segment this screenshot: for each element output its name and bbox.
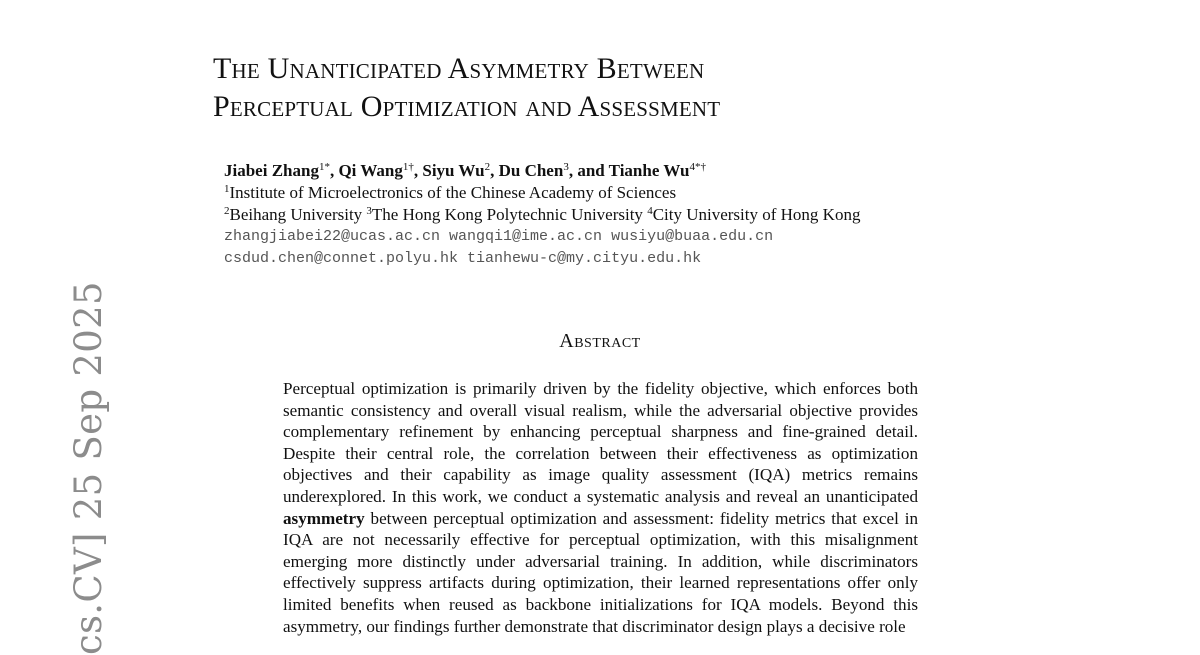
author	[338, 161, 422, 180]
abstract-text: Perceptual optimization is primarily driven by the fidelity objective, which enforces both semantic consistency and overall visual realism, while the adversarial objective provides complementary refinement by enhancing perceptual sharpness and fine-grained detail. Despite their central role, the correlation between their effectiveness as optimization objectives and their capability as image quality assessment (IQA) metrics remains underexplored. In this work, we conduct a systematic analysis and reveal an unanticipated	[283, 379, 918, 506]
title-line-1: The Unanticipated Asymmetry Between	[213, 52, 705, 85]
author-name: Tianhe Wu	[608, 161, 690, 180]
author-sep: ,	[490, 161, 499, 180]
emails-line-2: csdud.chen@connet.polyu.hk tianhewu-c@my.cityu.edu.hk	[224, 250, 702, 267]
affiliation-sup: 1	[224, 183, 230, 195]
author-sup: 3	[563, 161, 569, 173]
abstract-body	[283, 378, 918, 637]
arxiv-margin	[0, 0, 110, 655]
affiliation-1	[224, 182, 860, 204]
author-name: Qi Wang	[338, 161, 403, 180]
author-sep: ,	[329, 161, 339, 180]
affiliation-text: Beihang University	[229, 205, 367, 224]
author-sep: , and	[568, 161, 609, 180]
author-name: Du Chen	[498, 161, 564, 180]
abstract-emphasis: asymmetry	[283, 508, 365, 528]
author-sup: 1*	[318, 161, 330, 173]
abstract-text: between perceptual optimization and assessment: fidelity metrics that excel in IQA are not necessarily effective for perceptual optimization, with this misalignment emerging more distinctly under adversarial training. In addition, while discriminators effectively suppress artifacts during optimization, their learned representations offer only limited benefits when reused as backbone initializations for IQA models. Beyond this asymmetry, our findings further demonstrate that discriminator design plays a decisive role	[283, 508, 918, 636]
affiliation-sup: 2	[224, 205, 230, 217]
author-sep: ,	[413, 161, 423, 180]
author-sup: 2	[484, 161, 491, 173]
affiliation-sup: 4	[647, 205, 653, 217]
author	[422, 161, 498, 180]
affiliation-2	[224, 204, 860, 226]
author-names	[224, 160, 860, 182]
title-line-2: Perceptual Optimization and Assessment	[213, 90, 721, 123]
arxiv-stamp: cs.CV] 25 Sep 2025	[67, 281, 110, 655]
author-name: Siyu Wu	[422, 161, 485, 180]
affiliation-text: The Hong Kong Polytechnic University	[371, 205, 648, 224]
abstract-heading: Abstract	[559, 330, 641, 352]
author-name: Jiabei Zhang	[224, 161, 319, 180]
affiliation-text: Institute of Microelectronics of the Chinese Academy of Sciences	[229, 183, 677, 202]
emails-line-1: zhangjiabei22@ucas.ac.cn wangqi1@ime.ac.cn wusiyu@buaa.edu.cn	[224, 228, 774, 245]
author-block	[224, 160, 860, 270]
affiliation-sup: 3	[366, 205, 372, 217]
author-sup: 4*†	[689, 161, 706, 173]
author	[224, 161, 338, 180]
author	[609, 161, 706, 180]
paper-title	[213, 50, 720, 126]
author-sup: 1†	[402, 161, 414, 173]
affiliation-text: City University of Hong Kong	[652, 205, 861, 224]
author	[499, 161, 609, 180]
